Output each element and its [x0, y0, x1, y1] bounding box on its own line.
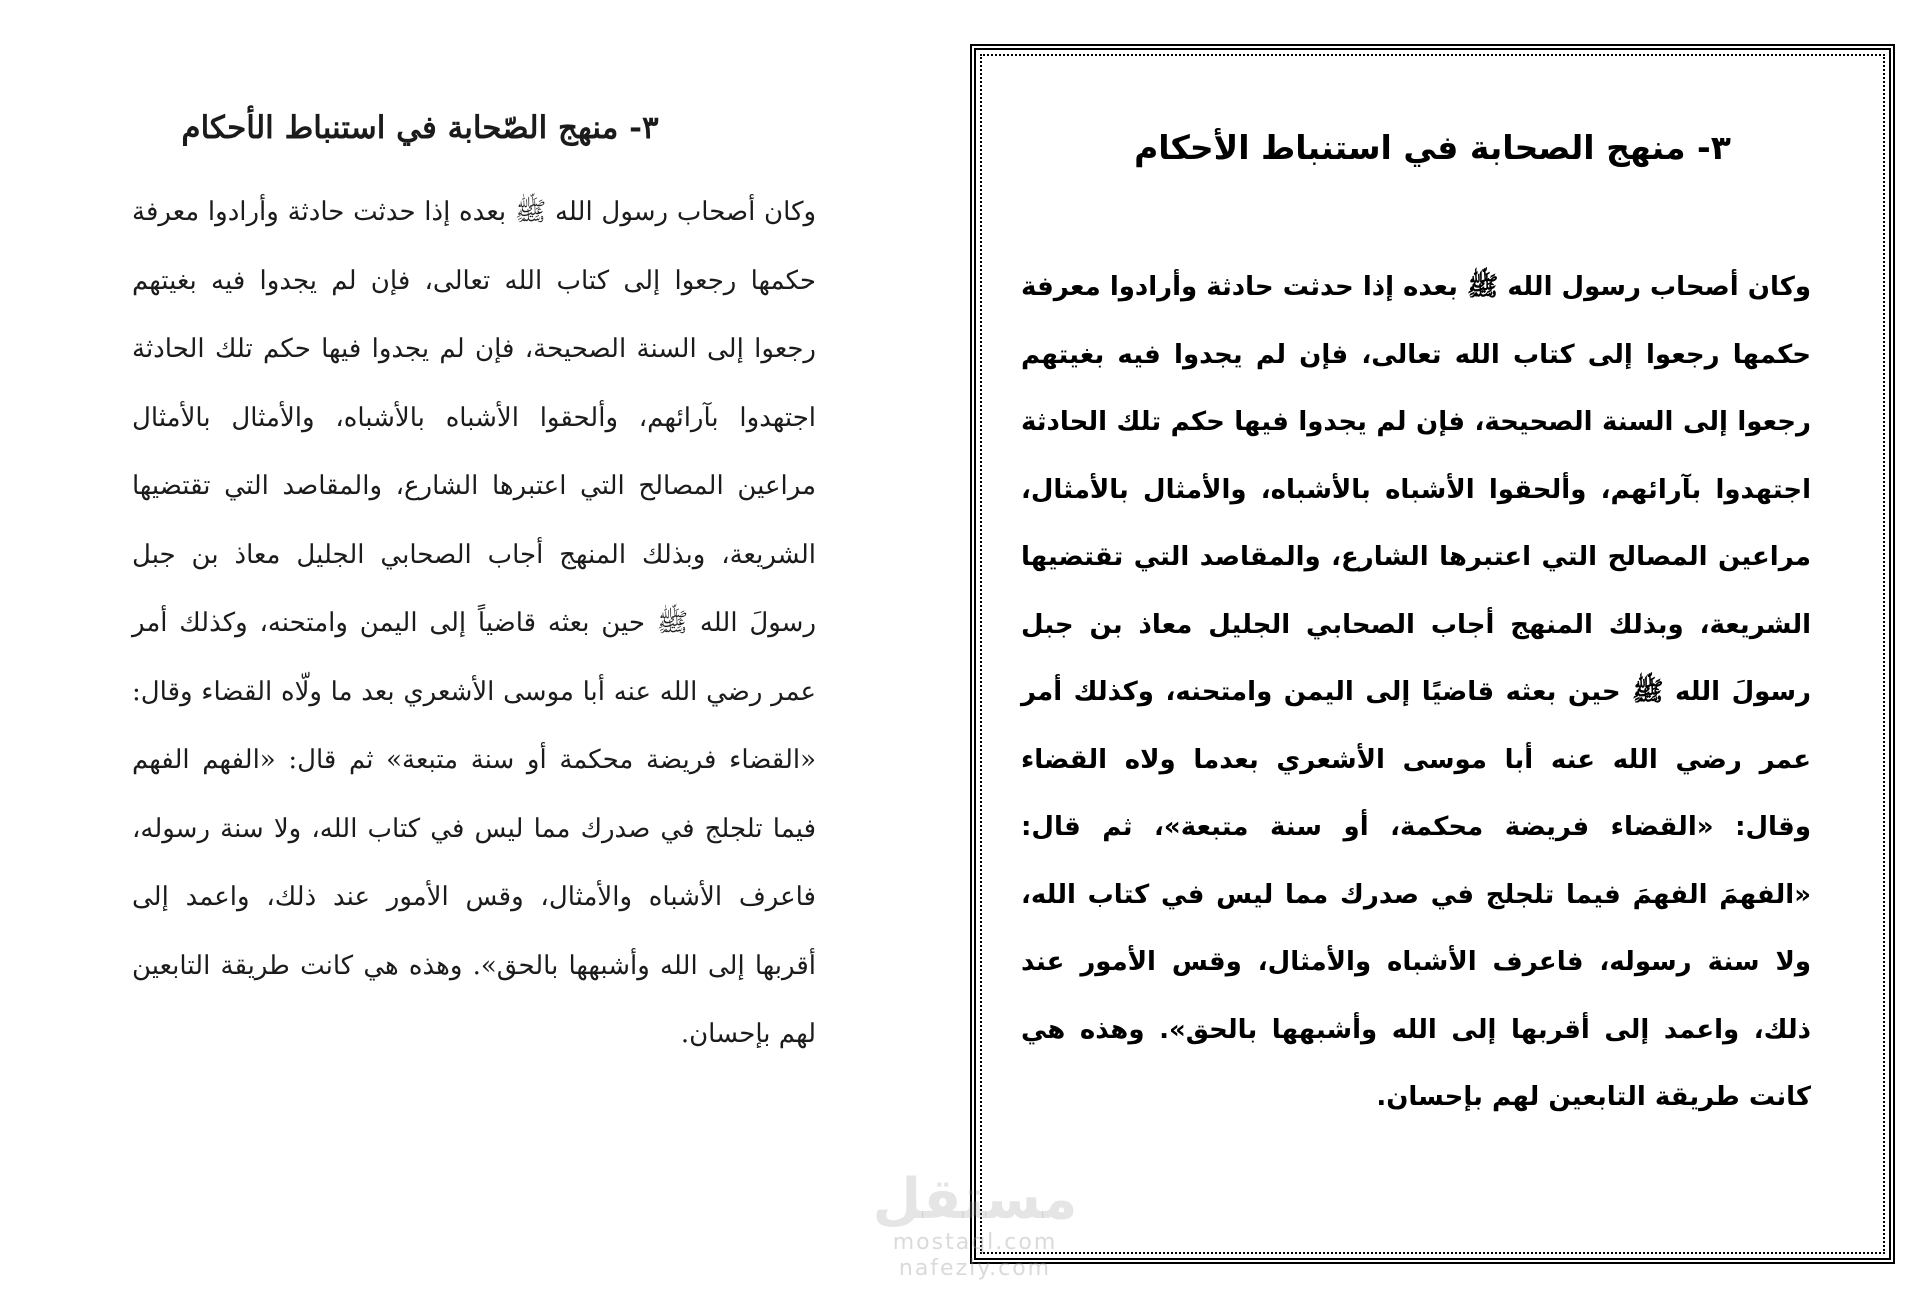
- watermark-site-nafezly: nafezly.com: [898, 1256, 1052, 1281]
- typed-page-body: وكان أصحاب رسول الله ﷺ بعده إذا حدثت حادثة وأرادوا معرفة حكمها رجعوا إلى كتاب الله تعالى، فإن لم يجدوا فيه بغيتهم رجعوا إلى السنة الصحيحة، فإن لم يجدوا فيها حكم تلك الحادثة اجتهدوا بآرائهم، وألحقوا الأشباه بالأشباه، والأمثال بالأمثال، مراعين المصالح التي اعتبرها الشارع، والمقاصد التي تقتضيها الشريعة، وبذلك المنهج أجاب الصحابي الجليل معاذ بن جبل رسولَ الله ﷺ حين بعثه قاضيًا إلى اليمن وامتحنه، وكذلك أمر عمر رضي الله عنه أبا موسى الأشعري بعدما ولاه القضاء وقال: «القضاء فريضة محكمة، أو سنة متبعة»، ثم قال: «الفهمَ الفهمَ فيما تلجلج في صدرك مما ليس في كتاب الله، ولا سنة رسوله، فاعرف الأشباه والأمثال، وقس الأمور عند ذلك، واعمد إلى أقربها إلى الله وأشبهها بالحق». وهذه هي كانت طريقة التابعين لهم بإحسان.: [1021, 272, 1811, 1112]
- typed-page-title: ٣- منهج الصحابة في استنباط الأحكام: [1134, 128, 1731, 167]
- typed-transcription-page: [970, 44, 1895, 1264]
- scanned-source-page: [120, 100, 820, 1180]
- scanned-page-title: ٣- منهج الصّحابة في استنباط الأحكام: [181, 110, 659, 146]
- watermark-logo-text: مستقل: [872, 1167, 1078, 1232]
- watermark-site-mostaql: mostaql.com: [892, 1230, 1058, 1255]
- scanned-page-body: وكان أصحاب رسول الله ﷺ بعده إذا حدثت حادثة وأرادوا معرفة حكمها رجعوا إلى كتاب الله تعالى، فإن لم يجدوا فيه بغيتهم رجعوا إلى السنة الصحيحة، فإن لم يجدوا فيها حكم تلك الحادثة اجتهدوا بآرائهم، وألحقوا الأشباه بالأشباه، والأمثال بالأمثال مراعين المصالح التي اعتبرها الشارع، والمقاصد التي تقتضيها الشريعة، وبذلك المنهج أجاب الصحابي الجليل معاذ بن جبل رسولَ الله ﷺ حين بعثه قاضياً إلى اليمن وامتحنه، وكذلك أمر عمر رضي الله عنه أبا موسى الأشعري بعد ما ولّاه القضاء وقال: «القضاء فريضة محكمة أو سنة متبعة» ثم قال: «الفهم الفهم فيما تلجلج في صدرك مما ليس في كتاب الله، ولا سنة رسوله، فاعرف الأشباه والأمثال، وقس الأمور عند ذلك، واعمد إلى أقربها إلى الله وأشبهها بالحق». وهذه هي كانت طريقة التابعين لهم بإحسان.: [132, 197, 816, 1049]
